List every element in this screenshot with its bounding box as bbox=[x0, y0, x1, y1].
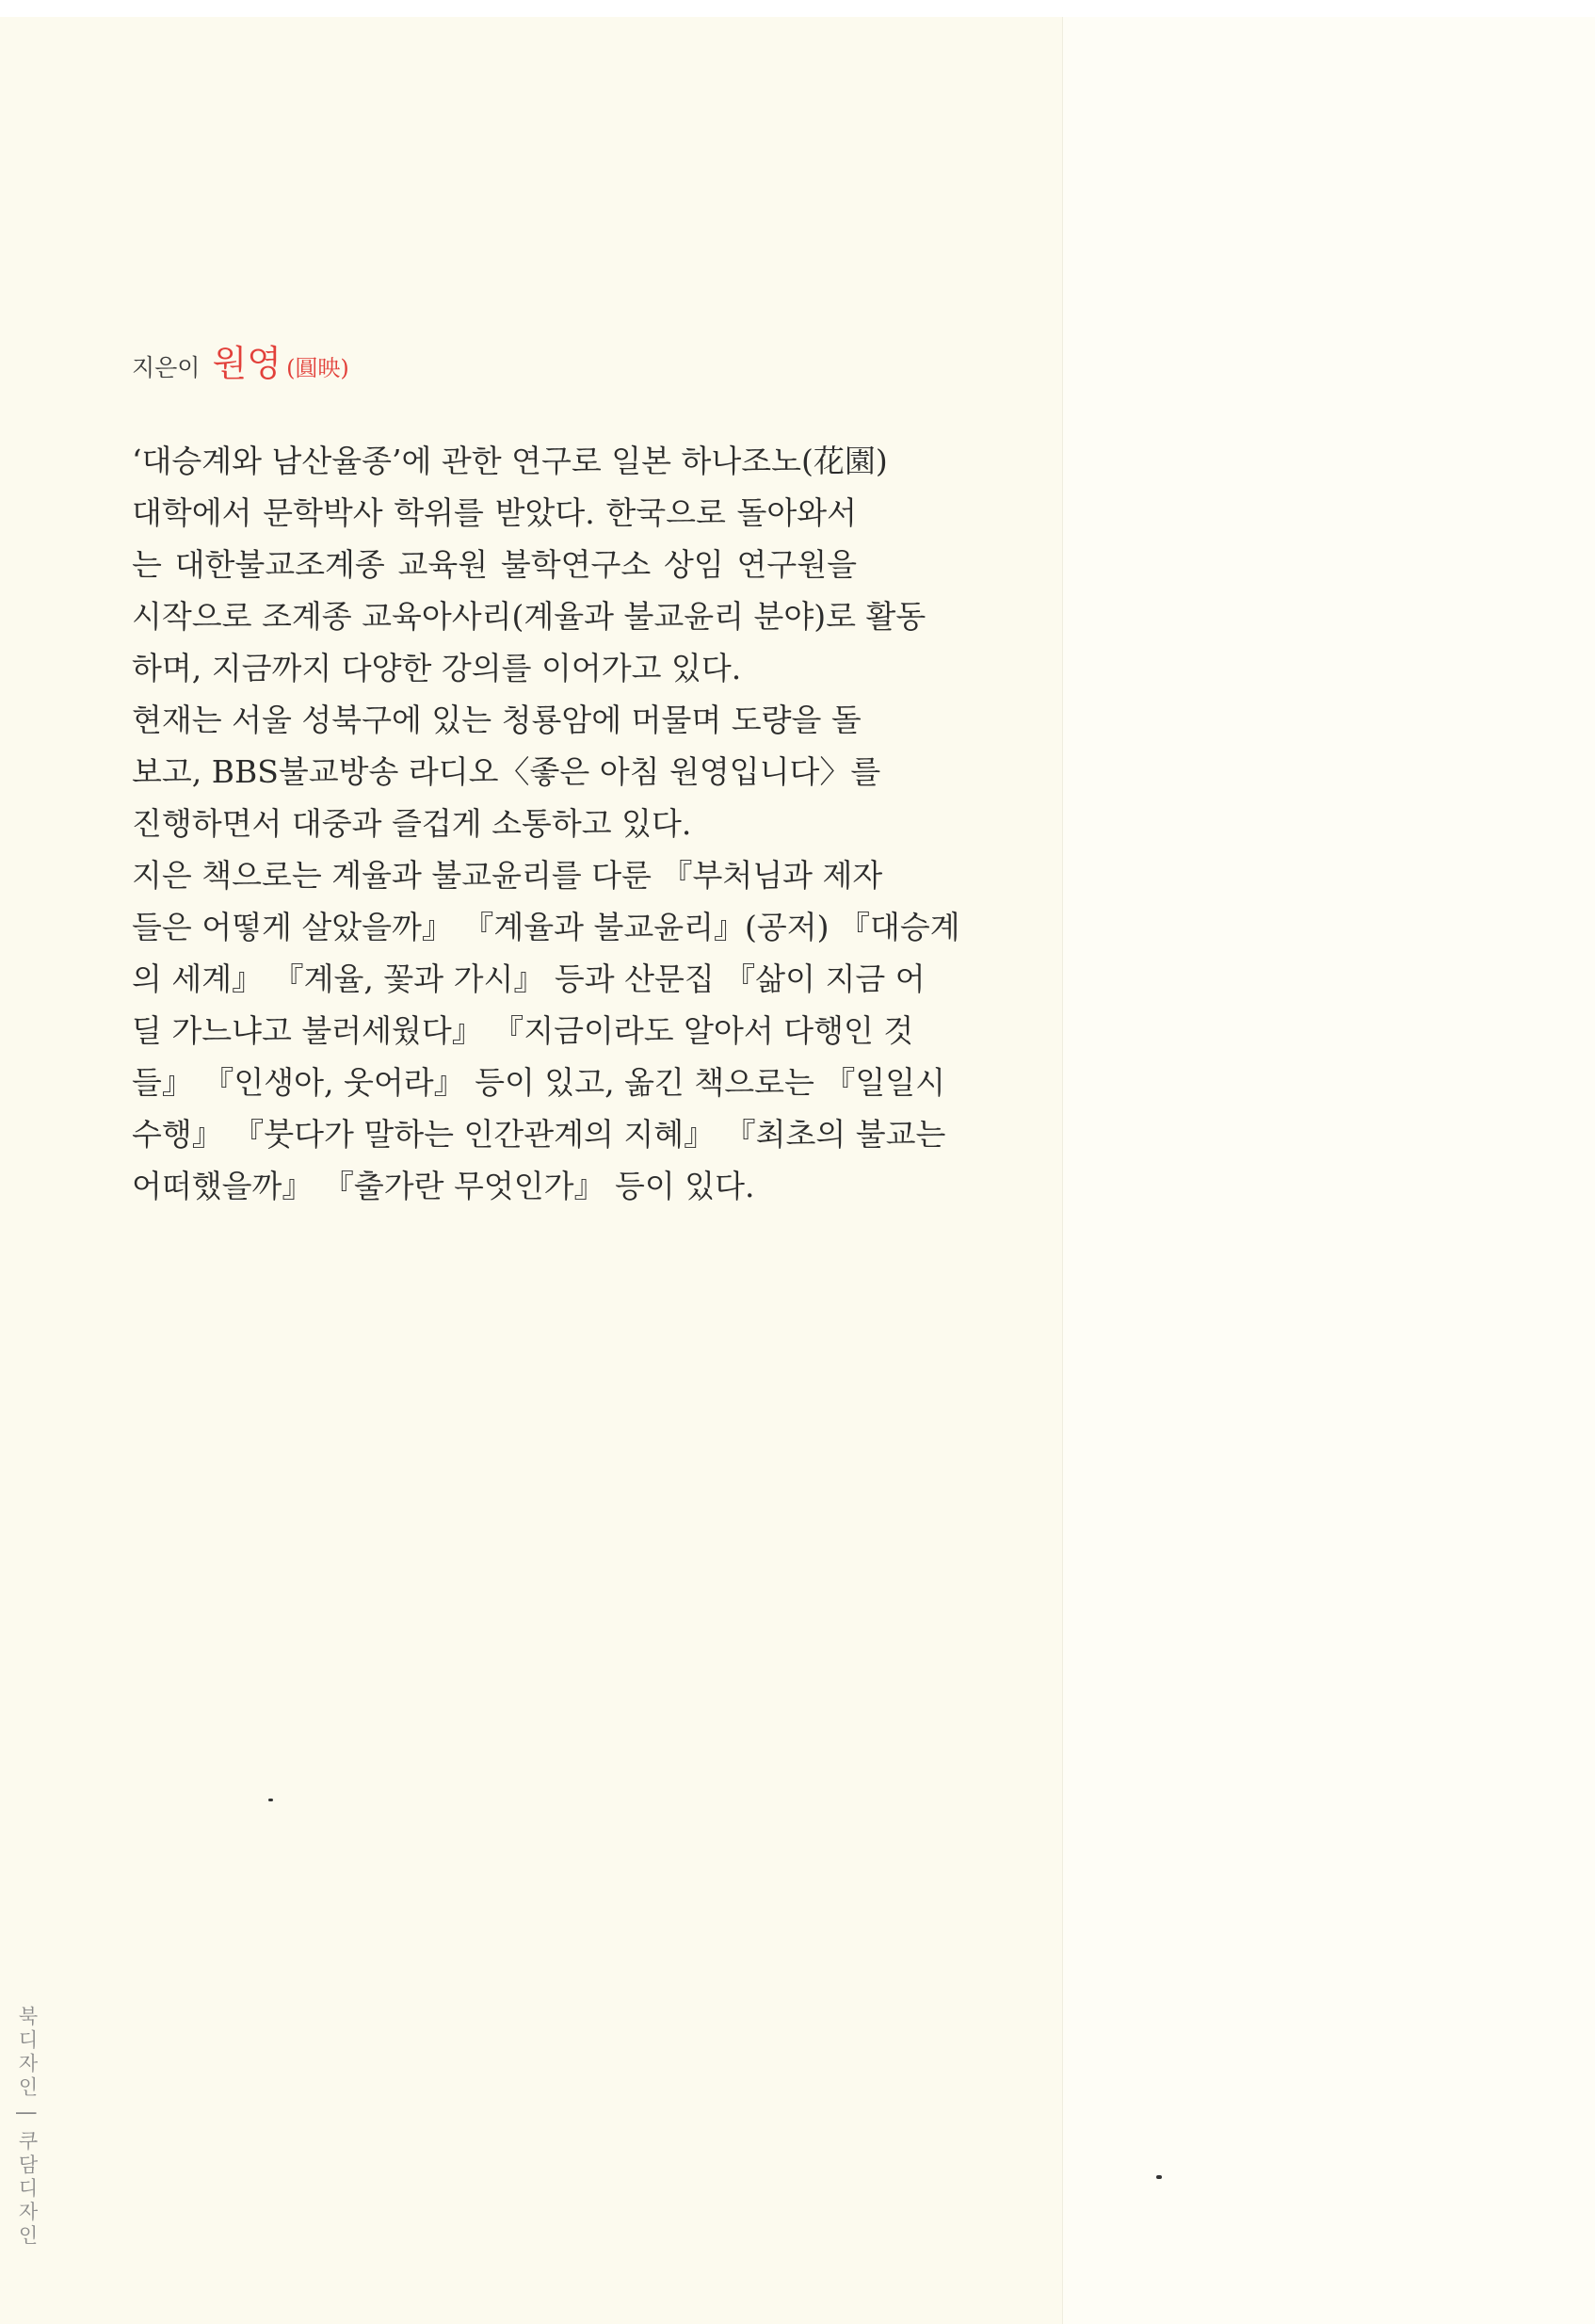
bio-line: 는 대한불교조계종 교육원 불학연구소 상임 연구원을 bbox=[132, 546, 857, 583]
design-credit: 북디자인 | 쿠담디자인 bbox=[16, 2006, 39, 2249]
author-heading bbox=[132, 334, 349, 386]
author-biography bbox=[132, 435, 960, 1212]
bio-line: 현재는 서울 성북구에 있는 청룡암에 머물며 도량을 돌 bbox=[132, 702, 862, 738]
bio-line: 지은 책으로는 계율과 불교윤리를 다룬 『부처님과 제자 bbox=[132, 857, 883, 894]
author-prefix: 지은이 bbox=[132, 354, 201, 381]
dust-speck bbox=[268, 1799, 273, 1801]
bio-line: 보고, BBS불교방송 라디오〈좋은 아침 원영입니다〉를 bbox=[132, 753, 881, 790]
bio-line: 하며, 지금까지 다양한 강의를 이어가고 있다. bbox=[132, 650, 742, 686]
bio-line: 대학에서 문학박사 학위를 받았다. 한국으로 돌아와서 bbox=[132, 494, 857, 531]
bio-line: 의 세계』 『계율, 꽃과 가시』 등과 산문집 『삶이 지금 어 bbox=[132, 960, 926, 997]
bio-line: 수행』 『붓다가 말하는 인간관계의 지혜』 『최초의 불교는 bbox=[132, 1116, 946, 1153]
author-hanja: (圓映) bbox=[286, 355, 349, 381]
bio-line: 들』 『인생아, 웃어라』 등이 있고, 옮긴 책으로는 『일일시 bbox=[132, 1064, 945, 1101]
bio-line: 어떠했을까』 『출가란 무엇인가』 등이 있다. bbox=[132, 1168, 755, 1204]
author-name: 원영 bbox=[212, 343, 282, 384]
bio-line: ‘대승계와 남산율종’에 관한 연구로 일본 하나조노(花園) bbox=[132, 443, 888, 479]
scan-top-edge bbox=[0, 0, 1595, 17]
dust-speck bbox=[1156, 2175, 1162, 2179]
bio-line: 들은 어떻게 살았을까』 『계율과 불교윤리』(공저) 『대승계 bbox=[132, 909, 960, 945]
folded-flap-panel bbox=[1062, 17, 1595, 2324]
bio-line: 진행하면서 대중과 즐겁게 소통하고 있다. bbox=[132, 805, 692, 842]
bio-line: 시작으로 조계종 교육아사리(계율과 불교윤리 분야)로 활동 bbox=[132, 598, 926, 635]
bio-line: 딜 가느냐고 불러세웠다』 『지금이라도 알아서 다행인 것 bbox=[132, 1012, 914, 1049]
